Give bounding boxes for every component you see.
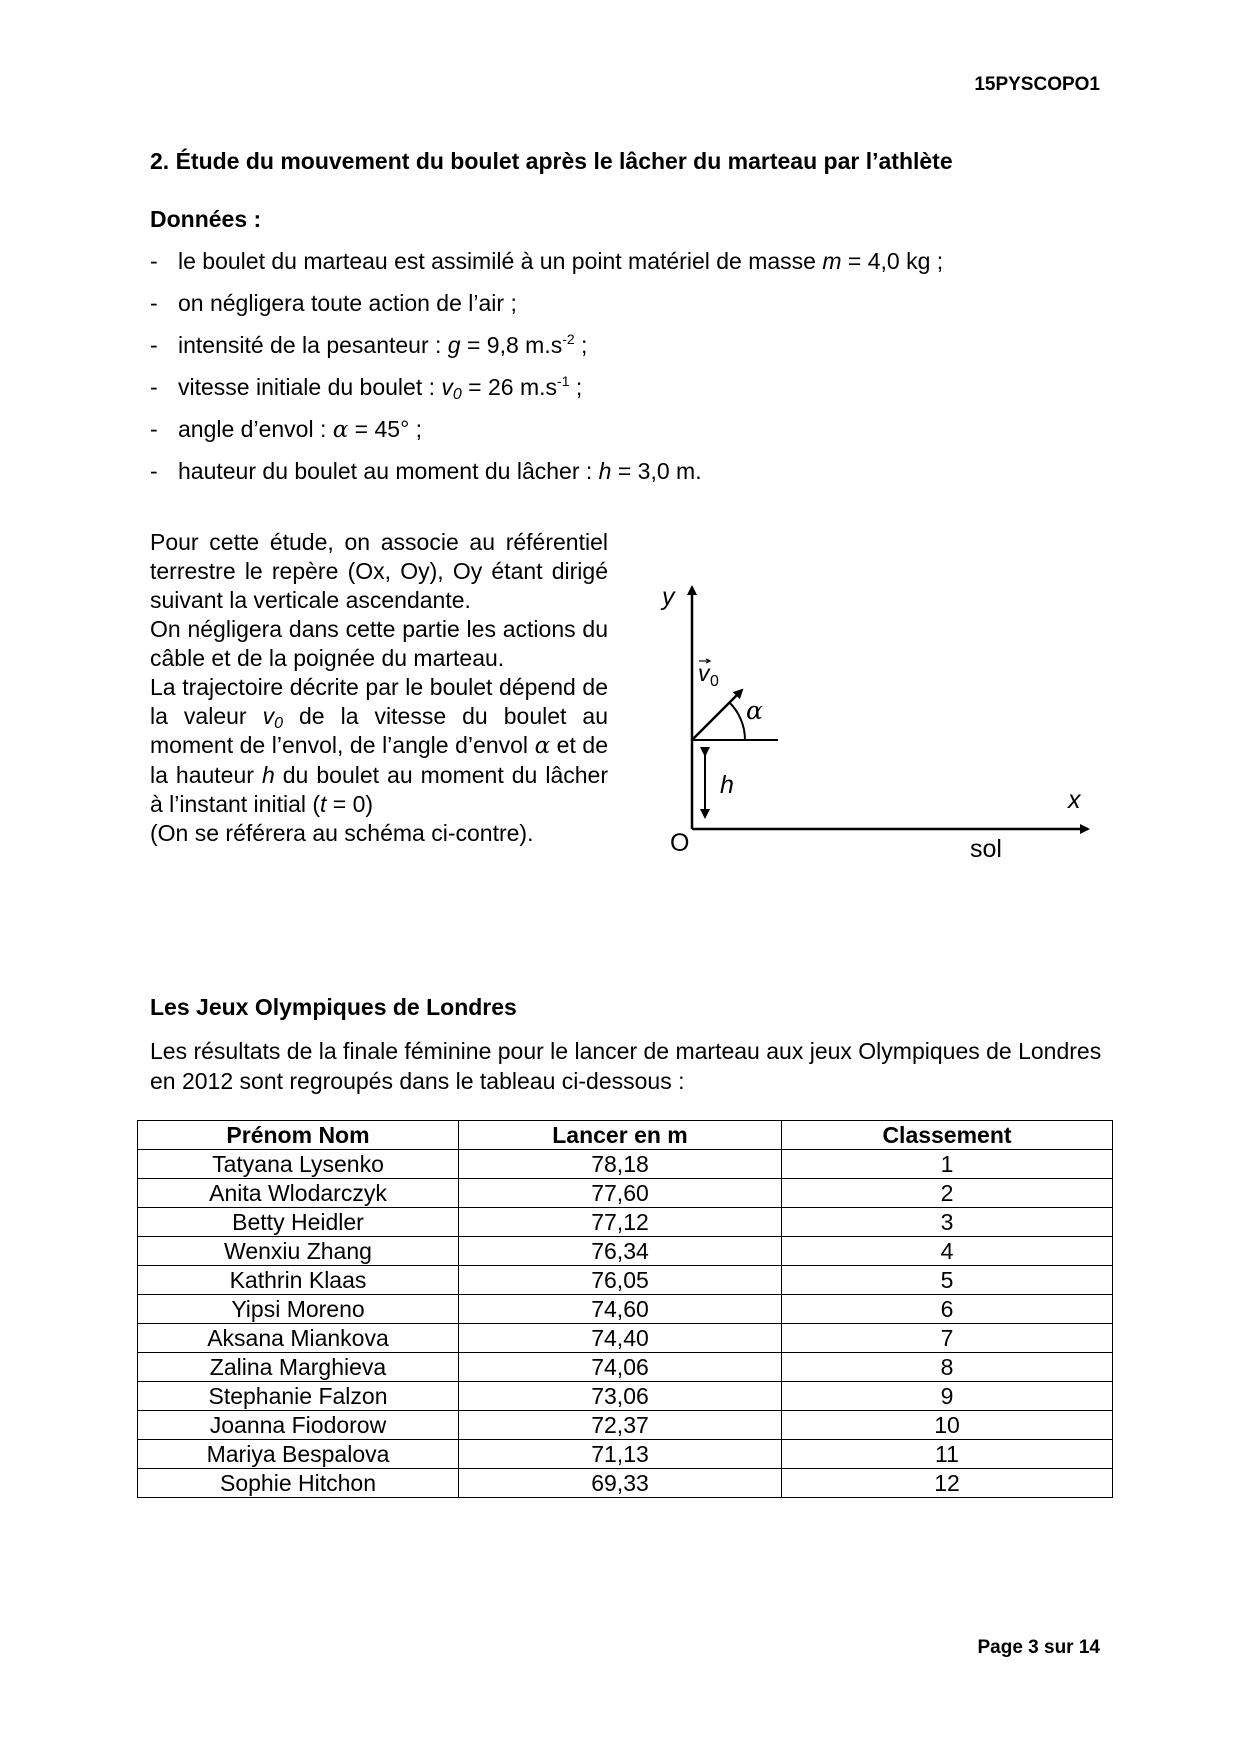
label-y: y <box>662 583 675 611</box>
page-number: Page 3 sur 14 <box>977 1637 1100 1658</box>
cell-rank: 11 <box>782 1440 1113 1469</box>
cell-name: Wenxiu Zhang <box>138 1237 459 1266</box>
cell-throw: 76,34 <box>459 1237 782 1266</box>
launch-diagram <box>640 575 1100 895</box>
paragraph-reference-schema: (On se référera au schéma ci-contre). <box>150 820 534 846</box>
label-velocity-sub: 0 <box>710 673 719 690</box>
paragraph-trajectory: La trajectoire décrite par le boulet dépend de la valeur $v_0$ de la vitesse du boulet au moment de l’envol, de l’angle d’envol α et de la hauteur h du boulet au moment du lâcher à l’instant initial (t = 0) <box>150 674 609 817</box>
label-origin: O <box>670 829 690 857</box>
study-description <box>150 528 608 848</box>
cell-rank: 10 <box>782 1411 1113 1440</box>
cell-rank: 9 <box>782 1382 1113 1411</box>
cell-rank: 6 <box>782 1295 1113 1324</box>
cell-throw: 69,33 <box>459 1469 782 1498</box>
header-throw: Lancer en m <box>459 1121 782 1150</box>
cell-name: Tatyana Lysenko <box>138 1150 459 1179</box>
list-item: - angle d’envol : α = 45° ; <box>150 416 423 443</box>
cell-name: Zalina Marghieva <box>138 1353 459 1382</box>
cell-name: Aksana Miankova <box>138 1324 459 1353</box>
list-item: - intensité de la pesanteur : g = 9,8 $m.s^{-2}$ ; <box>150 331 588 358</box>
cell-name: Betty Heidler <box>138 1208 459 1237</box>
cell-name: Yipsi Moreno <box>138 1295 459 1324</box>
cell-throw: 77,60 <box>459 1179 782 1208</box>
label-ground: sol <box>970 835 1002 863</box>
olympics-intro: Les résultats de la finale féminine pour le lancer de marteau aux jeux Olympiques de Londres en 2012 sont regroupés dans le tableau ci-dessous : <box>150 1038 1102 1094</box>
cell-rank: 1 <box>782 1150 1113 1179</box>
table-row <box>138 1237 1113 1266</box>
table-row <box>138 1440 1113 1469</box>
list-item: - on négligera toute action de l’air ; <box>150 290 517 316</box>
cell-throw: 78,18 <box>459 1150 782 1179</box>
cell-throw: 73,06 <box>459 1382 782 1411</box>
cell-rank: 12 <box>782 1469 1113 1498</box>
label-x: x <box>1068 786 1081 814</box>
velocity-vector <box>692 690 742 740</box>
list-item: - hauteur du boulet au moment du lâcher : h = 3,0 m. <box>150 458 702 484</box>
document-code: 15PYSCOPO1 <box>974 74 1100 95</box>
label-velocity: v <box>698 660 710 686</box>
table-row <box>138 1295 1113 1324</box>
table-row <box>138 1469 1113 1498</box>
cell-throw: 71,13 <box>459 1440 782 1469</box>
cell-name: Kathrin Klaas <box>138 1266 459 1295</box>
cell-throw: 77,12 <box>459 1208 782 1237</box>
table-row <box>138 1150 1113 1179</box>
cell-throw: 72,37 <box>459 1411 782 1440</box>
cell-rank: 4 <box>782 1237 1113 1266</box>
table-row <box>138 1266 1113 1295</box>
table-row <box>138 1179 1113 1208</box>
table-row <box>138 1382 1113 1411</box>
cell-throw: 76,05 <box>459 1266 782 1295</box>
results-body <box>138 1150 1113 1498</box>
section-title: 2. Étude du mouvement du boulet après le lâcher du marteau par l’athlète <box>150 148 953 174</box>
cell-rank: 3 <box>782 1208 1113 1237</box>
table-header-row <box>138 1121 1113 1150</box>
table-row <box>138 1324 1113 1353</box>
cell-name: Anita Wlodarczyk <box>138 1179 459 1208</box>
cell-throw: 74,06 <box>459 1353 782 1382</box>
header-name: Prénom Nom <box>138 1121 459 1150</box>
cell-name: Joanna Fiodorow <box>138 1411 459 1440</box>
angle-arc <box>730 703 746 741</box>
list-item: - le boulet du marteau est assimilé à un point matériel de masse m = 4,0 kg ; <box>150 248 944 274</box>
table-row <box>138 1208 1113 1237</box>
cell-name: Stephanie Falzon <box>138 1382 459 1411</box>
label-height: h <box>720 771 734 799</box>
cell-rank: 8 <box>782 1353 1113 1382</box>
cell-name: Mariya Bespalova <box>138 1440 459 1469</box>
cell-rank: 2 <box>782 1179 1113 1208</box>
header-rank: Classement <box>782 1121 1113 1150</box>
list-item: - vitesse initiale du boulet : $v_0 = 26$ $m.s^{-1}$ ; <box>150 373 583 403</box>
label-angle: α <box>746 696 763 725</box>
data-list <box>150 246 943 498</box>
cell-name: Sophie Hitchon <box>138 1469 459 1498</box>
olympics-title: Les Jeux Olympiques de Londres <box>150 994 517 1020</box>
data-heading: Données : <box>150 206 262 232</box>
paragraph-neglect: On négligera dans cette partie les actions du câble et de la poignée du marteau. <box>150 616 608 671</box>
paragraph-reference: Pour cette étude, on associe au référentiel terrestre le repère (Ox, Oy), Oy étant dirigé suivant la verticale ascendante. <box>150 529 608 613</box>
results-table <box>137 1120 1113 1498</box>
cell-throw: 74,60 <box>459 1295 782 1324</box>
table-row <box>138 1411 1113 1440</box>
cell-throw: 74,40 <box>459 1324 782 1353</box>
cell-rank: 7 <box>782 1324 1113 1353</box>
cell-rank: 5 <box>782 1266 1113 1295</box>
table-row <box>138 1353 1113 1382</box>
